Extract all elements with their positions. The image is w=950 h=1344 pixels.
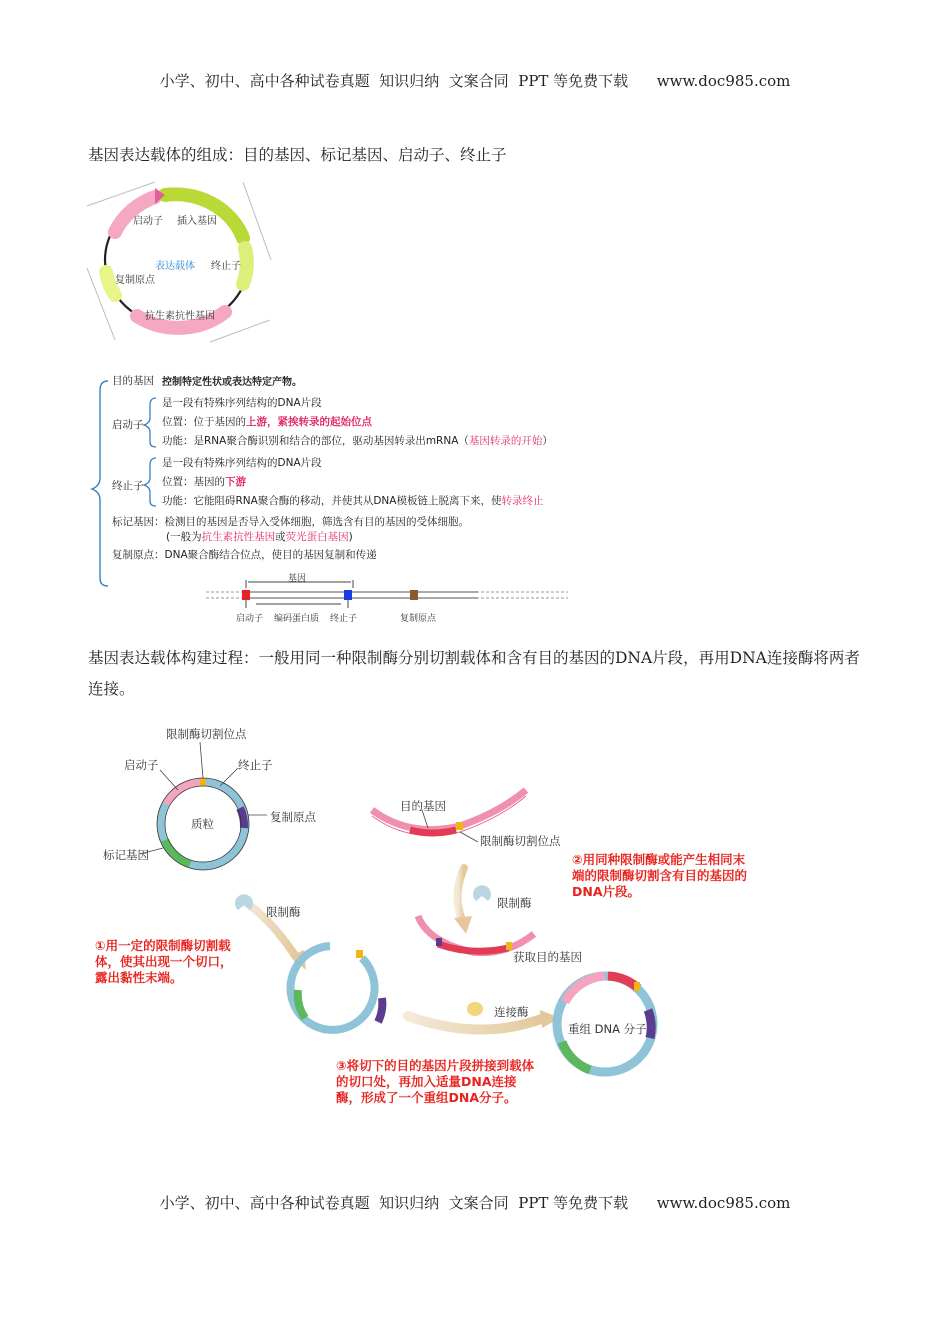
expression-vector-diagram (85, 180, 275, 345)
terminator-position-text: 位置：基因的 (162, 476, 225, 488)
terminator-position-highlight: 下游 (225, 476, 246, 488)
section-heading: 基因表达载体的组成：目的基因、标记基因、启动子、终止子 (88, 146, 507, 164)
page-header: 小学、初中、高中各种试卷真题 知识归纳 文案合同 PPT 等免费下载 www.doc985.com (159, 72, 791, 90)
dna-terminator-label: 终止子 (330, 614, 358, 624)
promoter-function-highlight: 基因转录的开始 (468, 435, 543, 447)
marker-note-or: 或 (275, 531, 286, 543)
plasmid-promoter-label: 启动子 (124, 758, 159, 772)
vector-promoter-label: 启动子 (133, 216, 163, 227)
promoter-line-3 (162, 433, 553, 448)
marker-note-close: ) (348, 531, 353, 543)
plasmid-marker-label: 标记基因 (103, 848, 149, 862)
target-gene-desc: 控制特定性状或表达特定产物。 (162, 377, 302, 388)
step-1-note: ①用一定的限制酶切割载体，使其出现一个切口，露出黏性末端。 (95, 938, 233, 985)
marker-line-2 (166, 529, 353, 544)
construction-process-diagram (60, 720, 748, 1120)
cut-site-right-label: 限制酶切割位点 (480, 834, 561, 848)
promoter-function-text: 功能：是RNA聚合酶识别和结合的部位，驱动基因转录出mRNA（ (162, 435, 469, 447)
dna-promoter-label: 启动子 (236, 614, 264, 624)
terminator-function-highlight: 转录终止 (501, 495, 544, 507)
terminator-line-2 (162, 474, 246, 489)
origin-line: 复制原点：DNA聚合酶结合位点，使目的基因复制和传递 (112, 549, 377, 561)
page-footer: 小学、初中、高中各种试卷真题 知识归纳 文案合同 PPT 等免费下载 www.doc985.com (159, 1194, 791, 1212)
dna-coding-label: 编码蛋白质 (274, 614, 320, 624)
cut-site-top-label: 限制酶切割位点 (166, 727, 247, 741)
plasmid-terminator-label: 终止子 (238, 758, 273, 772)
vector-insert-label: 插入基因 (177, 216, 217, 227)
vector-terminator-label: 终止子 (211, 261, 241, 272)
terminator-label: 终止子 (112, 480, 144, 492)
vector-antibiotic-label: 抗生素抗性基因 (145, 311, 215, 322)
recombinant-dna-label: 重组 DNA 分子 (568, 1022, 647, 1036)
restriction-enzyme-label-1: 限制酶 (266, 905, 301, 919)
plasmid-origin-label: 复制原点 (270, 810, 316, 824)
vector-center-label: 表达载体 (155, 261, 195, 272)
construction-paragraph: 基因表达载体构建过程：一般用同一种限制酶分别切割载体和含有目的基因的DNA片段，再用DNA连接酶将两者连接。 (88, 649, 860, 698)
vector-origin-label: 复制原点 (115, 275, 155, 286)
promoter-line-1: 是一段有特殊序列结构的DNA片段 (162, 397, 322, 409)
ligase-label: 连接酶 (494, 1005, 529, 1019)
promoter-position-text: 位置：位于基因的 (162, 416, 246, 428)
target-gene-strand-label: 目的基因 (400, 799, 446, 813)
restriction-enzyme-label-2: 限制酶 (497, 896, 532, 910)
promoter-line-2 (162, 414, 372, 429)
promoter-position-highlight: 上游，紧挨转录的起始位点 (246, 416, 372, 428)
marker-antibiotic-highlight: 抗生素抗性基因 (201, 531, 276, 543)
marker-line-1: 标记基因：检测目的基因是否导入受体细胞，筛选含有目的基因的受体细胞。 (112, 516, 469, 528)
dna-origin-label: 复制原点 (400, 614, 437, 624)
obtain-target-gene-label: 获取目的基因 (513, 950, 582, 964)
marker-fluorescent-highlight: 荧光蛋白基因 (285, 531, 349, 543)
terminator-line-3 (162, 493, 543, 508)
step-2-note: ②用同种限制酶或能产生相同末端的限制酶切割含有目的基因的DNA片段。 (572, 852, 748, 899)
marker-note-open: (一般为 (166, 531, 202, 543)
dna-gene-label: 基因 (288, 574, 307, 584)
components-summary (90, 368, 570, 628)
terminator-line-1: 是一段有特殊序列结构的DNA片段 (162, 457, 322, 469)
target-gene-label: 目的基因 (112, 375, 154, 387)
terminator-function-text: 功能：它能阻碍RNA聚合酶的移动，并使其从DNA模板链上脱离下来，使 (162, 495, 502, 507)
promoter-label: 启动子 (112, 419, 144, 431)
step-3-note: ③将切下的目的基因片段拼接到载体的切口处，再加入适量DNA连接酶，形成了一个重组DNA分子。 (336, 1058, 535, 1105)
plasmid-label: 质粒 (191, 817, 214, 831)
promoter-function-close: ） (542, 435, 553, 447)
